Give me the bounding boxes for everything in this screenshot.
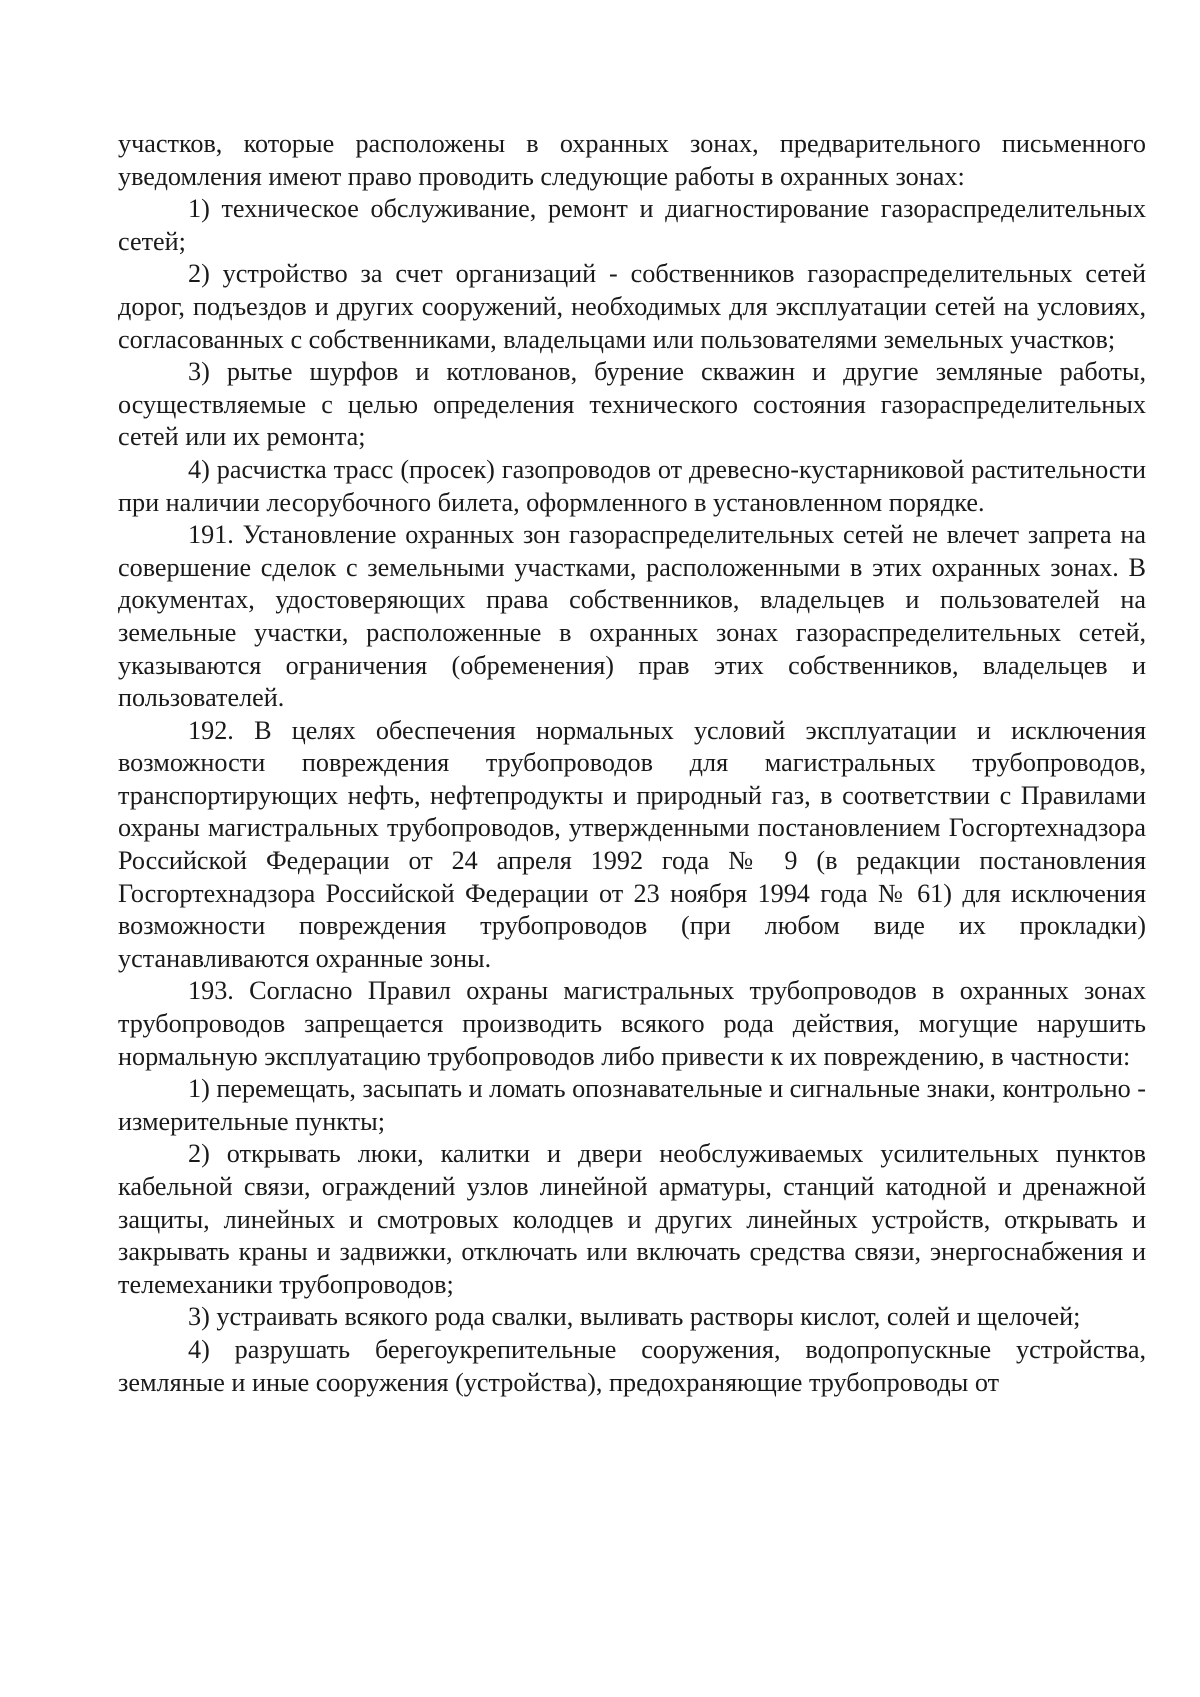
paragraph-191: 191. Установление охранных зон газораспределительных сетей не влечет запрета на совершение сделок с земельными участками, расположенными в этих охранных зонах. В документах, удостоверяющих права собственников, владельцев и пользователей на земельные участки, расположенные в охранных зонах газораспределительных сетей, указываются ограничения (обременения) прав этих собственников, владельцев и пользователей. xyxy=(118,520,1146,713)
prohibition-item-3: 3) устраивать всякого рода свалки, выливать растворы кислот, солей и щелочей; xyxy=(188,1302,1081,1332)
list-item-1-maintenance: 1) техническое обслуживание, ремонт и диагностирование газораспределительных сетей; xyxy=(118,194,1146,256)
list-item-3-excavation: 3) рытье шурфов и котлованов, бурение скважин и другие земляные работы, осуществляемые с целью определения технического состояния газораспределительных сетей или их ремонта; xyxy=(118,357,1146,452)
list-item-2-roads: 2) устройство за счет организаций - собственников газораспределительных сетей дорог, подъездов и других сооружений, необходимых для эксплуатации сетей на условиях, согласованных с собственниками, владельцами или пользователями земельных участков; xyxy=(118,259,1146,354)
prohibition-item-2: 2) открывать люки, калитки и двери необслуживаемых усилительных пунктов кабельной связи, ограждений узлов линейной арматуры, станций катодной и дренажной защиты, линейных и смотровых колодцев и других линейных устройств, открывать и закрывать краны и задвижки, отключать или включать средства связи, энергоснабжения и телемеханики трубопроводов; xyxy=(118,1139,1146,1299)
paragraph-192: 192. В целях обеспечения нормальных условий эксплуатации и исключения возможности повреждения трубопроводов для магистральных трубопроводов, транспортирующих нефть, нефтепродукты и природный газ, в соответствии с Правилами охраны магистральных трубопроводов, утвержденными постановлением Госгортехнадзора Российской Федерации от 24 апреля 1992 года № 9 (в редакции постановления Госгортехнадзора Российской Федерации от 23 ноября 1994 года № 61) для исключения возможности повреждения трубопроводов (при любом виде их прокладки) устанавливаются охранные зоны. xyxy=(118,715,1146,973)
document-body xyxy=(118,128,1146,1399)
paragraph-continuation: участков, которые расположены в охранных зонах, предварительного письменного уведомления имеют право проводить следующие работы в охранных зонах: xyxy=(118,129,1146,191)
prohibition-item-4: 4) разрушать берегоукрепительные сооружения, водопропускные устройства, земляные и иные сооружения (устройства), предохраняющие трубопроводы от xyxy=(118,1334,1146,1397)
prohibition-item-1: 1) перемещать, засыпать и ломать опознавательные и сигнальные знаки, контрольно - измерительные пункты; xyxy=(118,1074,1146,1136)
list-item-4-clearing: 4) расчистка трасс (просек) газопроводов от древесно-кустарниковой растительности при наличии лесорубочного билета, оформленного в установленном порядке. xyxy=(118,454,1146,517)
paragraph-193: 193. Согласно Правил охраны магистральных трубопроводов в охранных зонах трубопроводов запрещается производить всякого рода действия, могущие нарушить нормальную эксплуатацию трубопроводов либо привести к их повреждению, в частности: xyxy=(118,976,1146,1071)
